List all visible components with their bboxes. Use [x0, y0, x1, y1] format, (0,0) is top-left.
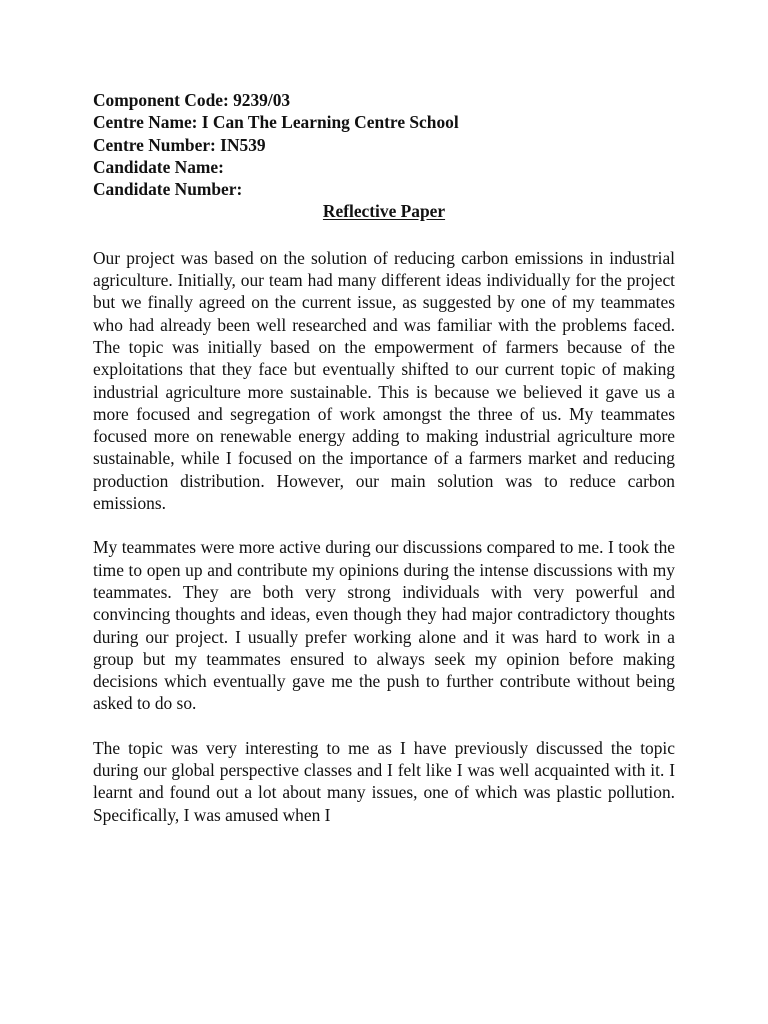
component-code: Component Code: 9239/03	[93, 90, 291, 110]
centre-name: Centre Name: I Can The Learning Centre School	[93, 112, 459, 133]
body-paragraph-2: My teammates were more active during our discussions compared to me. I took the time to open up and contribute my opinions during the intense discussions with my teammates. They are both very strong individuals with very powerful and convincing thoughts and ideas, even though they had major contradictory thoughts during our project. I usually prefer working alone and it was hard to work in a group but my teammates ensured to always seek my opinion before making decisions which eventually gave me the push to further contribute without being asked to do so.	[93, 537, 675, 714]
body-paragraph-1: Our project was based on the solution of reducing carbon emissions in industrial agriculture. Initially, our team had many different ideas individually for the project but we finally agreed on the current issue, as suggested by one of my teammates who had already been well researched and was familiar with the problems faced. The topic was initially based on the empowerment of farmers because of the exploitations that they face but eventually shifted to our current topic of making industrial agriculture more sustainable. This is because we believed it gave us a more focused and segregation of work amongst the three of us. My teammates focused more on renewable energy adding to making industrial agriculture more sustainable, while I focused on the importance of a farmers market and reducing production distribution. However, our main solution was to reduce carbon emissions.	[93, 247, 675, 514]
body-paragraph-3: The topic was very interesting to me as I have previously discussed the topic during our global perspective classes and I felt like I was well acquainted with it. I learnt and found out a lot about many issues, one of which was plastic pollution. Specifically, I was amused when I	[93, 737, 675, 825]
candidate-name: Candidate Name:	[93, 156, 224, 177]
document-header	[93, 89, 675, 200]
centre-number: Centre Number: IN539	[93, 134, 266, 155]
document-page	[93, 89, 675, 826]
candidate-number: Candidate Number:	[93, 179, 243, 200]
document-title: Reflective Paper	[322, 201, 446, 222]
